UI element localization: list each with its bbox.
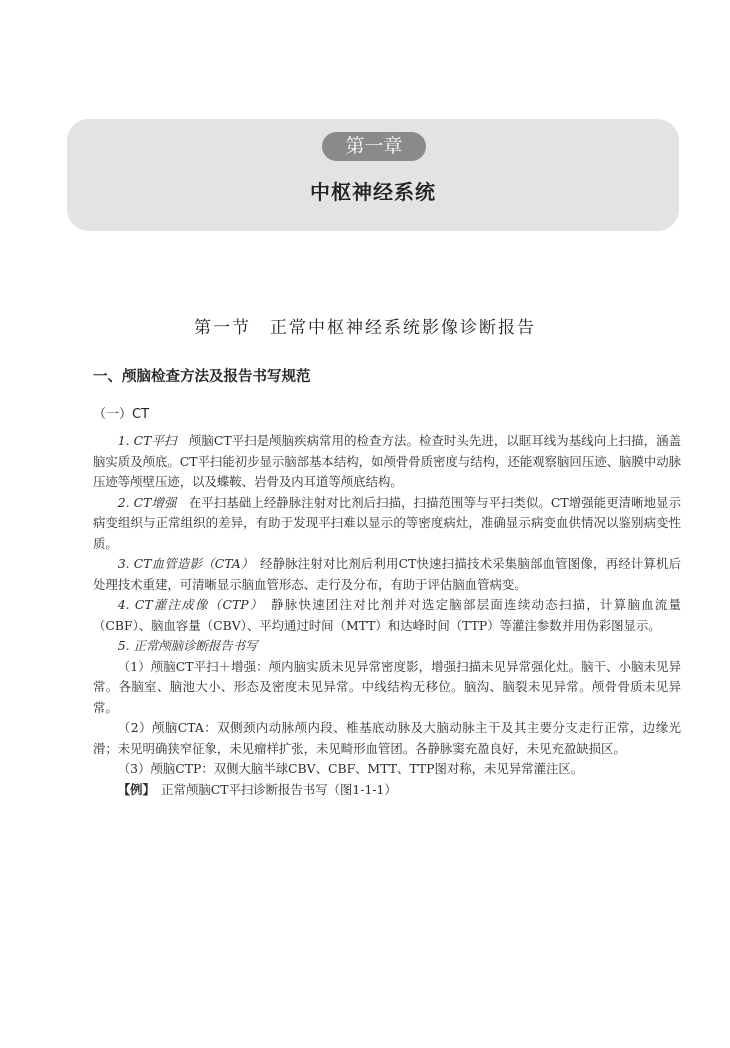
- term-lead: 3. CT血管造影（CTA）: [117, 556, 248, 571]
- term-lead: 5. 正常颅脑诊断报告书写: [117, 638, 258, 653]
- paragraph-report-ctp: （3）颅脑CTP：双侧大脑半球CBV、CBF、MTT、TTP图对称，未见异常灌注区。: [117, 761, 584, 776]
- example-text: 正常颅脑CT平扫诊断报告书写（图1-1-1）: [148, 781, 397, 797]
- paragraph-ct-plain: 1. CT平扫 颅脑CT平扫是颅脑疾病常用的检查方法。检查时头先进，以眶耳线为基线向上扫描，涵盖脑实质及颅底。CT平扫能初步显示脑部基本结构，如颅骨骨质密度与结构，还能观察脑回压迹、脑膜中动脉压迹等颅壁压迹，以及蝶鞍、岩骨及内耳道等颅底结构。: [93, 433, 681, 489]
- subsection-heading: 一、颅脑检查方法及报告书写规范: [93, 368, 311, 385]
- chapter-label: 第一章: [322, 132, 426, 161]
- section-title: 第一节 正常中枢神经系统影像诊断报告: [194, 318, 536, 338]
- term-lead: 2. CT增强: [117, 494, 177, 510]
- paragraph-report-ct: （1）颅脑CT平扫＋增强：颅内脑实质未见异常密度影，增强扫描未见异常强化灶。脑干、小脑未见异常。各脑室、脑池大小、形态及密度未见异常。中线结构无移位。脑沟、脑裂未见异常。颅骨骨质未见异常。: [93, 658, 681, 715]
- paragraph-ctp: 4. CT灌注成像（CTP） 静脉快速团注对比剂并对选定脑部层面连续动态扫描，计算脑血流量（CBF）、脑血容量（CBV）、平均通过时间（MTT）和达峰时间（TTP）等灌注参数并用伪彩图显示。: [93, 597, 682, 633]
- chapter-title: 中枢神经系统: [310, 180, 436, 204]
- body-text: [93, 431, 681, 800]
- paragraph-report-cta: （2）颅脑CTA：双侧颈内动脉颅内段、椎基底动脉及大脑动脉主干及其主要分支走行正常，边缘光滑；未见明确狭窄征象，未见瘤样扩张，未见畸形血管团。各静脉窦充盈良好，未见充盈缺损区。: [93, 720, 681, 756]
- paragraph-cta: 3. CT血管造影（CTA） 经静脉注射对比剂后利用CT快速扫描技术采集脑部血管图像，再经计算机后处理技术重建，可清晰显示脑血管形态、走行及分布，有助于评估脑血管病变。: [93, 556, 681, 592]
- paragraph-report-heading: [93, 636, 681, 657]
- term-lead: 1. CT平扫: [117, 433, 177, 448]
- chapter-header: [67, 119, 679, 231]
- example-line: [93, 780, 681, 801]
- paragraph-ct-enhanced: 2. CT增强 在平扫基础上经静脉注射对比剂后扫描，扫描范围等与平扫类似。CT增强能更清晰地显示病变组织与正常组织的差异，有助于发现平扫难以显示的等密度病灶，准确显示病变血供情况以鉴别病变性质。: [93, 494, 681, 551]
- example-label: 【例】: [117, 781, 149, 797]
- subsubsection-heading: （一）CT: [93, 407, 150, 422]
- term-lead: 4. CT灌注成像（CTP）: [117, 597, 258, 612]
